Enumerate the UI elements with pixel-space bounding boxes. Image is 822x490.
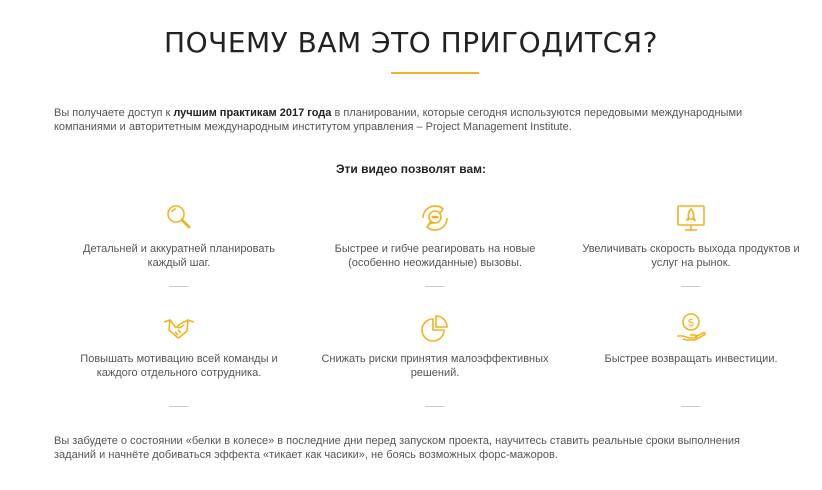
- benefit-text: Быстрее возвращать инвестиции.: [604, 353, 778, 365]
- benefit-card: [320, 200, 550, 270]
- page-title: ПОЧЕМУ ВАМ ЭТО ПРИГОДИТСЯ?: [164, 26, 658, 59]
- benefit-divider: [425, 406, 445, 407]
- magnifier-icon: [161, 200, 197, 236]
- intro-text-bold: лучшим практикам 2017 года: [173, 107, 332, 119]
- rocket-monitor-icon: [673, 200, 709, 236]
- intro-text-before: Вы получаете доступ к: [54, 107, 174, 119]
- benefit-card: [320, 310, 550, 380]
- intro-text-after: в планировании, которые сегодня используются передовыми международными компаниями и авторитетным международным институтом управления – Project Management Institute.: [54, 107, 743, 133]
- benefit-divider: [425, 286, 445, 287]
- benefit-text: Быстрее и гибче реагировать на новые (особенно неожиданные) вызовы.: [334, 243, 536, 269]
- intro-paragraph: [54, 106, 770, 134]
- handshake-icon: [161, 310, 197, 346]
- benefit-divider: [681, 286, 701, 287]
- benefit-text: Увеличивать скорость выхода продуктов и услуг на рынок.: [582, 243, 800, 269]
- chat-cycle-icon: [417, 200, 453, 236]
- benefit-divider: [169, 286, 189, 287]
- benefit-divider: [169, 406, 189, 407]
- benefit-card: [64, 310, 294, 380]
- benefit-text: Повышать мотивацию всей команды и каждого отдельного сотрудника.: [80, 353, 278, 379]
- outro-paragraph: Вы забудете о состоянии «белки в колесе» в последние дни перед запуском проекта, научитесь ставить реальные сроки выполнения заданий и начнёте добиваться эффекта «тикает как часики», не боясь возможных форс-мажоров.: [54, 435, 741, 461]
- money-hand-icon: [673, 310, 709, 346]
- benefit-divider: [681, 406, 701, 407]
- benefit-card: [576, 200, 806, 270]
- pie-chart-icon: [417, 310, 453, 346]
- benefit-text: Детальней и аккуратней планировать каждый шаг.: [83, 243, 275, 269]
- benefit-card: [64, 200, 294, 270]
- title-underline: [391, 72, 479, 74]
- svg-text:$: $: [687, 316, 695, 329]
- benefit-card: [576, 310, 806, 366]
- benefit-text: Снижать риски принятия малоэффективных решений.: [321, 353, 549, 379]
- benefits-heading: Эти видео позволят вам:: [335, 162, 487, 176]
